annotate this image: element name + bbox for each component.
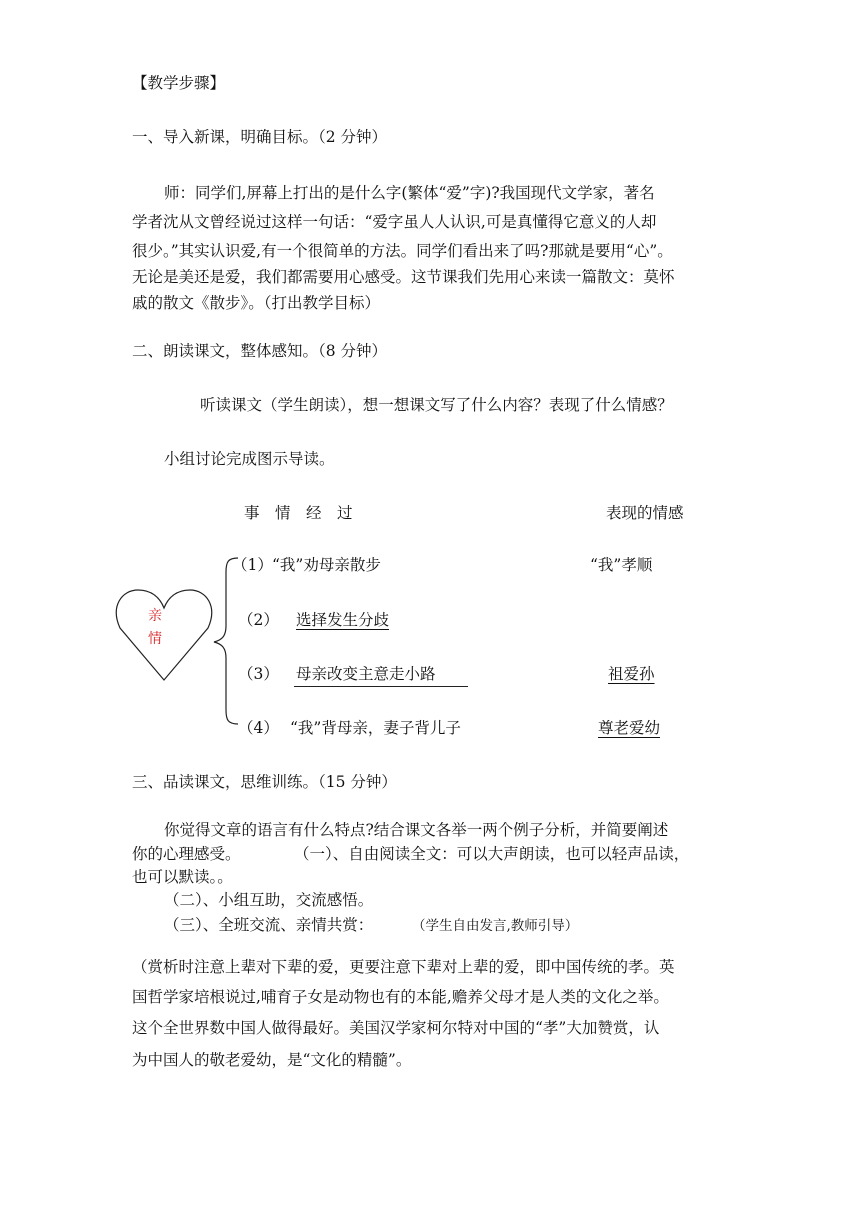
row3-emotion: 祖爱孙 [608, 665, 655, 683]
heart-brace-graphic [110, 548, 250, 738]
row4-event: “我”背母亲，妻子背儿子 [290, 719, 461, 737]
steps-title: 【教学步骤】 [132, 74, 226, 92]
section2-listen: 听读课文（学生朗读），想一想课文写了什么内容？表现了什么情感？ [200, 396, 673, 414]
section3-heading: 三、品读课文，思维训练。（15 分钟） [132, 773, 397, 791]
section3-question-line1: 你觉得文章的语言有什么特点?结合课文各举一两个例子分析，并简要阐述 [164, 821, 669, 839]
section3-item3: （三）、全班交流、亲情共赏： [164, 916, 374, 934]
row1-num: （1） [232, 556, 273, 574]
note-line-1: （赏析时注意上辈对下辈的爱，更要注意下辈对上辈的爱，即中国传统的孝。英 [132, 958, 675, 976]
section3-item1-cont: 也可以默读。。 [132, 868, 233, 886]
section1-line-2: 学者沈从文曾经说过这样一句话：“爱字虽人人认识,可是真懂得它意义的人却 [132, 213, 657, 231]
section1-line-5: 戚的散文《散步》。（打出教学目标） [132, 294, 381, 312]
section1-heading: 一、导入新课，明确目标。（2 分钟） [132, 128, 388, 146]
row2-event: 选择发生分歧 [296, 611, 390, 629]
note-line-4: 为中国人的敬老爱幼，是“文化的精髓”。 [132, 1051, 412, 1069]
brace-shape [214, 558, 238, 724]
section3-question-line2: 你的心理感受。 [132, 845, 241, 863]
heart-text-top: 亲 [148, 608, 162, 624]
row1-emotion: “我”孝顺 [590, 556, 653, 574]
section2-group: 小组讨论完成图示导读。 [164, 450, 335, 468]
heart-shape [116, 590, 211, 680]
row3-num: （3） [238, 665, 279, 683]
section1-line-4: 无论是美还是爱，我们都需要用心感受。这节课我们先用心来读一篇散文：莫怀 [132, 268, 675, 286]
row2-num: （2） [238, 611, 279, 629]
note-line-2: 国哲学家培根说过,哺育子女是动物也有的本能,赡养父母才是人类的文化之举。 [132, 988, 669, 1006]
section3-item2: （二）、小组互助，交流感悟。 [164, 891, 374, 909]
section2-heading: 二、朗读课文，整体感知。（8 分钟） [132, 342, 388, 360]
heart-text-bottom: 情 [148, 631, 162, 647]
row1-event: “我”劝母亲散步 [272, 556, 381, 574]
section3-item1: （一）、自由阅读全文：可以大声朗读，也可以轻声品读， [294, 845, 690, 863]
section1-line-1: 师：同学们,屏幕上打出的是什么字(繁体“爱”字)?我国现代文学家，著名 [164, 184, 655, 202]
col-events-header: 事 情 经 过 [244, 504, 353, 522]
row4-emotion: 尊老爱幼 [598, 719, 661, 737]
section3-item3-note: （学生自由发言,教师引导） [412, 918, 579, 934]
row3-event-underline [294, 686, 468, 687]
row3-event: 母亲改变主意走小路 [296, 665, 436, 683]
col-emotion-header: 表现的情感 [606, 504, 684, 522]
section1-line-3: 很少。”其实认识爱,有一个很简单的方法。同学们看出来了吗?那就是要用“心”。 [132, 242, 673, 260]
note-line-3: 这个全世界数中国人做得最好。美国汉学家柯尔特对中国的“孝”大加赞赏，认 [132, 1019, 660, 1037]
row4-num: （4） [238, 719, 279, 737]
